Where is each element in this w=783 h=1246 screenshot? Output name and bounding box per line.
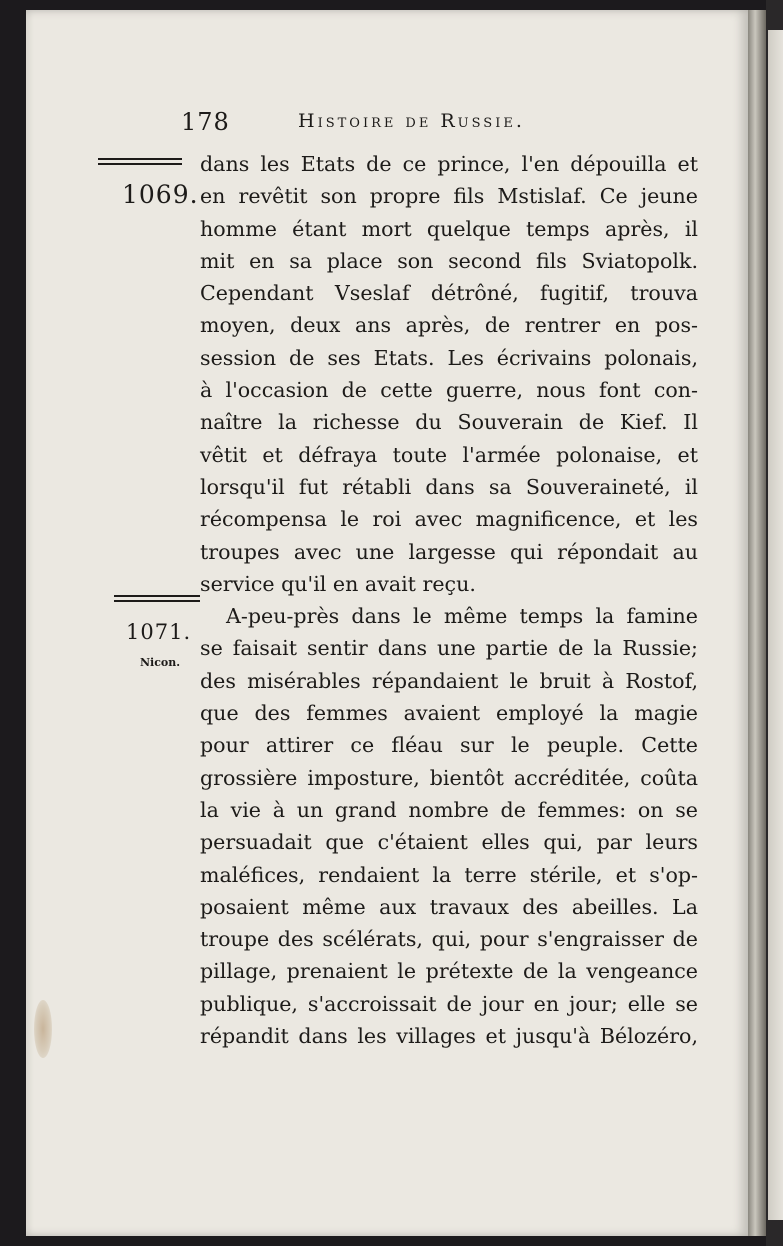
- text-line: homme étant mort quelque temps après, il: [200, 216, 698, 241]
- text-line: posaient même aux travaux des abeilles. La: [200, 894, 698, 919]
- margin-year-1069: 1069.: [122, 180, 199, 209]
- text-line: maléfices, rendaient la terre stérile, et s'op-: [200, 862, 698, 887]
- margin-year-1071: 1071.: [126, 620, 192, 644]
- text-line: que des femmes avaient employé la magie: [200, 701, 698, 726]
- margin-source-note: Nicon.: [140, 656, 181, 669]
- adjacent-page: [766, 0, 783, 1246]
- text-line: moyen, deux ans après, de rentrer en pos-: [200, 313, 698, 338]
- text-line: dans les Etats de ce prince, l'en dépouilla et: [200, 152, 698, 176]
- text-line: récompensa le roi avec magnificence, et les: [200, 507, 698, 532]
- text-line: service qu'il en avait reçu.: [200, 571, 476, 596]
- text-line: session de ses Etats. Les écrivains polonais,: [200, 345, 698, 370]
- text-line: persuadait que c'étaient elles qui, par leurs: [200, 830, 698, 855]
- body-text: [200, 148, 698, 1052]
- text-line: pour attirer ce fléau sur le peuple. Cette: [200, 733, 698, 758]
- margin-rule-middle: [114, 595, 200, 602]
- text-line: à l'occasion de cette guerre, nous font con-: [200, 378, 698, 403]
- text-line: se faisait sentir dans une partie de la Russie;: [200, 636, 698, 661]
- text-line: pillage, prenaient le prétexte de la vengeance: [200, 959, 698, 984]
- page-header: [26, 108, 748, 148]
- book-gutter: [748, 10, 766, 1236]
- adjacent-page-edge: [768, 30, 783, 1220]
- margin-rule-top: [98, 158, 182, 165]
- text-line: grossière imposture, bientôt accréditée, coûta: [200, 765, 698, 790]
- text-line: en revêtit son propre fils Mstislaf. Ce jeune: [200, 184, 698, 209]
- text-line: troupes avec une largesse qui répondait au: [200, 539, 698, 564]
- text-line: naître la richesse du Souverain de Kief. Il: [200, 410, 698, 435]
- text-line: des misérables répandaient le bruit à Rostof,: [200, 668, 698, 693]
- running-title: Histoire de Russie.: [298, 110, 525, 132]
- text-line: lorsqu'il fut rétabli dans sa Souveraineté, il: [200, 474, 698, 499]
- text-line: mit en sa place son second fils Sviatopolk.: [200, 248, 698, 273]
- text-line: troupe des scélérats, qui, pour s'engraisser de: [200, 927, 698, 952]
- text-line: Cependant Vseslaf détrôné, fugitif, trouva: [200, 281, 698, 306]
- text-line: la vie à un grand nombre de femmes: on se: [200, 797, 698, 822]
- paper-stain: [34, 1000, 52, 1058]
- text-line: publique, s'accroissait de jour en jour; elle se: [200, 991, 698, 1016]
- text-line: répandit dans les villages et jusqu'à Bélozéro,: [200, 1024, 698, 1049]
- page-number: 178: [181, 108, 230, 136]
- book-page: [26, 10, 748, 1236]
- text-line: A-peu-près dans le même temps la famine: [226, 604, 698, 629]
- text-line: vêtit et défraya toute l'armée polonaise, et: [200, 442, 698, 467]
